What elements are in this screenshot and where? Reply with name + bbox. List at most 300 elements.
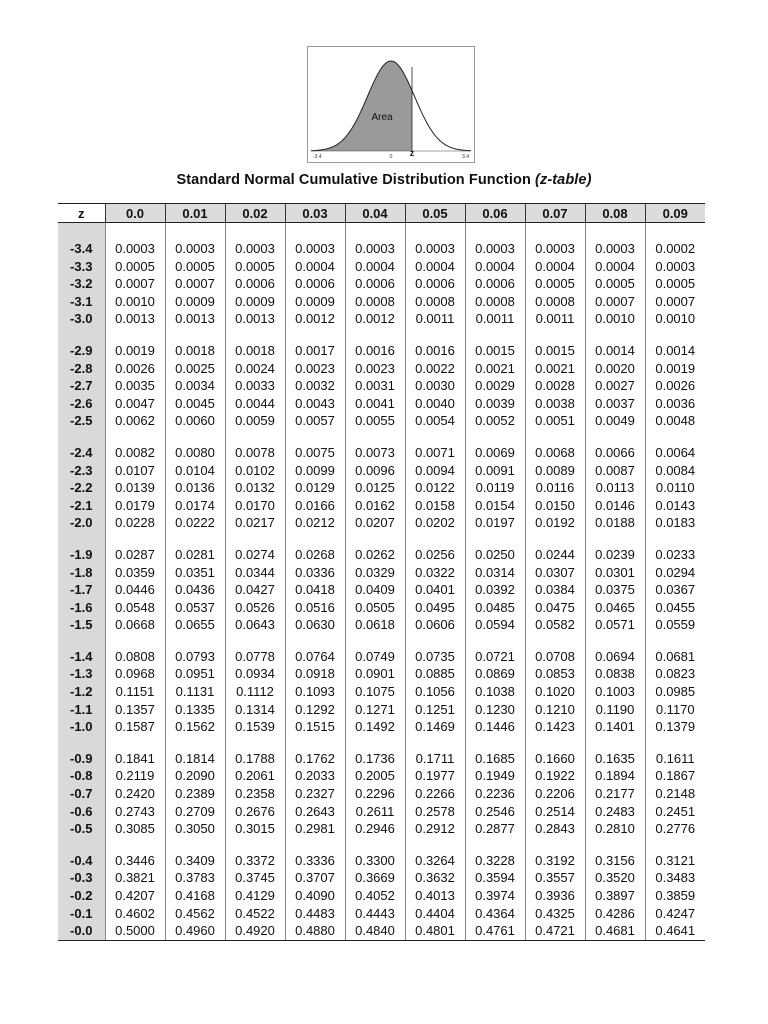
probability-cell: 0.2776 — [645, 820, 705, 838]
spacer-cell — [345, 736, 405, 750]
spacer-cell — [645, 736, 705, 750]
probability-cell: 0.0113 — [585, 479, 645, 497]
probability-cell: 0.0043 — [285, 395, 345, 413]
spacer-cell — [105, 736, 165, 750]
probability-cell: 0.0003 — [465, 240, 525, 258]
probability-cell: 0.1660 — [525, 750, 585, 768]
spacer-cell — [165, 532, 225, 546]
probability-cell: 0.2546 — [465, 803, 525, 821]
probability-cell: 0.2877 — [465, 820, 525, 838]
probability-cell: 0.1446 — [465, 718, 525, 736]
probability-cell: 0.0059 — [225, 412, 285, 430]
probability-cell: 0.0003 — [285, 240, 345, 258]
z-column-header: z — [58, 204, 105, 223]
probability-cell: 0.0735 — [405, 648, 465, 666]
spacer-cell — [105, 328, 165, 342]
probability-cell: 0.0008 — [525, 293, 585, 311]
probability-cell: 0.1894 — [585, 767, 645, 785]
probability-cell: 0.3783 — [165, 869, 225, 887]
probability-cell: 0.0268 — [285, 546, 345, 564]
probability-cell: 0.3897 — [585, 887, 645, 905]
probability-cell: 0.0359 — [105, 564, 165, 582]
spacer-cell — [405, 223, 465, 241]
probability-cell: 0.1131 — [165, 683, 225, 701]
probability-cell: 0.3409 — [165, 852, 225, 870]
group-spacer — [58, 223, 705, 241]
probability-cell: 0.0119 — [465, 479, 525, 497]
table-row — [58, 377, 705, 395]
spacer-cell — [105, 223, 165, 241]
probability-cell: 0.0170 — [225, 497, 285, 515]
probability-cell: 0.1423 — [525, 718, 585, 736]
z-value-cell: -2.6 — [58, 395, 105, 413]
probability-cell: 0.0087 — [585, 462, 645, 480]
probability-cell: 0.0006 — [345, 275, 405, 293]
table-row — [58, 258, 705, 276]
z-value-cell: -0.3 — [58, 869, 105, 887]
spacer-cell — [285, 532, 345, 546]
probability-cell: 0.0030 — [405, 377, 465, 395]
probability-cell: 0.0418 — [285, 581, 345, 599]
probability-cell: 0.0162 — [345, 497, 405, 515]
probability-cell: 0.0606 — [405, 616, 465, 634]
probability-cell: 0.0307 — [525, 564, 585, 582]
table-row — [58, 240, 705, 258]
probability-cell: 0.3974 — [465, 887, 525, 905]
probability-cell: 0.4880 — [285, 922, 345, 940]
table-row — [58, 275, 705, 293]
probability-cell: 0.3707 — [285, 869, 345, 887]
probability-cell: 0.0222 — [165, 514, 225, 532]
probability-cell: 0.0018 — [225, 342, 285, 360]
probability-cell: 0.2981 — [285, 820, 345, 838]
spacer-cell — [465, 634, 525, 648]
probability-cell: 0.0505 — [345, 599, 405, 617]
probability-cell: 0.0052 — [465, 412, 525, 430]
probability-cell: 0.2389 — [165, 785, 225, 803]
z-value-cell: -0.1 — [58, 905, 105, 923]
probability-cell: 0.0055 — [345, 412, 405, 430]
probability-cell: 0.0179 — [105, 497, 165, 515]
column-header: 0.06 — [465, 204, 525, 223]
probability-cell: 0.0244 — [525, 546, 585, 564]
probability-cell: 0.0934 — [225, 665, 285, 683]
probability-cell: 0.1685 — [465, 750, 525, 768]
spacer-cell — [285, 430, 345, 444]
probability-cell: 0.1335 — [165, 701, 225, 719]
probability-cell: 0.0475 — [525, 599, 585, 617]
probability-cell: 0.0139 — [105, 479, 165, 497]
probability-cell: 0.4483 — [285, 905, 345, 923]
probability-cell: 0.1949 — [465, 767, 525, 785]
probability-cell: 0.0005 — [645, 275, 705, 293]
probability-cell: 0.2709 — [165, 803, 225, 821]
probability-cell: 0.0643 — [225, 616, 285, 634]
probability-cell: 0.0668 — [105, 616, 165, 634]
z-value-cell: -3.2 — [58, 275, 105, 293]
probability-cell: 0.0008 — [465, 293, 525, 311]
probability-cell: 0.2946 — [345, 820, 405, 838]
spacer-cell — [165, 328, 225, 342]
probability-cell: 0.1230 — [465, 701, 525, 719]
probability-cell: 0.0028 — [525, 377, 585, 395]
probability-cell: 0.0823 — [645, 665, 705, 683]
group-spacer — [58, 532, 705, 546]
table-row — [58, 514, 705, 532]
spacer-cell — [165, 223, 225, 241]
probability-cell: 0.0040 — [405, 395, 465, 413]
probability-cell: 0.0008 — [405, 293, 465, 311]
probability-cell: 0.0015 — [525, 342, 585, 360]
probability-cell: 0.4641 — [645, 922, 705, 940]
group-spacer — [58, 430, 705, 444]
column-header: 0.04 — [345, 204, 405, 223]
spacer-cell — [645, 532, 705, 546]
spacer-cell — [465, 532, 525, 546]
probability-cell: 0.1736 — [345, 750, 405, 768]
spacer-cell — [345, 634, 405, 648]
probability-cell: 0.4325 — [525, 905, 585, 923]
probability-cell: 0.0392 — [465, 581, 525, 599]
probability-cell: 0.4286 — [585, 905, 645, 923]
probability-cell: 0.0014 — [585, 342, 645, 360]
probability-cell: 0.0008 — [345, 293, 405, 311]
z-value-cell: -2.1 — [58, 497, 105, 515]
column-header: 0.0 — [105, 204, 165, 223]
probability-cell: 0.0287 — [105, 546, 165, 564]
probability-cell: 0.0314 — [465, 564, 525, 582]
probability-cell: 0.0024 — [225, 360, 285, 378]
probability-cell: 0.0029 — [465, 377, 525, 395]
table-row — [58, 395, 705, 413]
spacer-cell — [58, 634, 105, 648]
probability-cell: 0.0045 — [165, 395, 225, 413]
column-header: 0.07 — [525, 204, 585, 223]
probability-cell: 0.0073 — [345, 444, 405, 462]
table-row — [58, 922, 705, 940]
spacer-cell — [465, 838, 525, 852]
probability-cell: 0.1003 — [585, 683, 645, 701]
probability-cell: 0.0044 — [225, 395, 285, 413]
probability-cell: 0.0004 — [465, 258, 525, 276]
probability-cell: 0.0010 — [585, 310, 645, 328]
probability-cell: 0.0069 — [465, 444, 525, 462]
spacer-cell — [585, 532, 645, 546]
probability-cell: 0.2420 — [105, 785, 165, 803]
spacer-cell — [285, 838, 345, 852]
probability-cell: 0.1210 — [525, 701, 585, 719]
probability-cell: 0.0004 — [405, 258, 465, 276]
probability-cell: 0.0047 — [105, 395, 165, 413]
probability-cell: 0.0446 — [105, 581, 165, 599]
probability-cell: 0.0021 — [465, 360, 525, 378]
spacer-cell — [465, 223, 525, 241]
probability-cell: 0.0018 — [165, 342, 225, 360]
probability-cell: 0.3336 — [285, 852, 345, 870]
probability-cell: 0.0401 — [405, 581, 465, 599]
probability-cell: 0.3821 — [105, 869, 165, 887]
spacer-cell — [345, 223, 405, 241]
probability-cell: 0.0853 — [525, 665, 585, 683]
probability-cell: 0.0021 — [525, 360, 585, 378]
probability-cell: 0.4052 — [345, 887, 405, 905]
probability-cell: 0.0262 — [345, 546, 405, 564]
probability-cell: 0.0154 — [465, 497, 525, 515]
probability-cell: 0.0465 — [585, 599, 645, 617]
probability-cell: 0.4840 — [345, 922, 405, 940]
probability-cell: 0.1977 — [405, 767, 465, 785]
probability-cell: 0.1112 — [225, 683, 285, 701]
spacer-cell — [405, 736, 465, 750]
probability-cell: 0.0006 — [465, 275, 525, 293]
z-value-cell: -1.2 — [58, 683, 105, 701]
table-row — [58, 701, 705, 719]
probability-cell: 0.0041 — [345, 395, 405, 413]
probability-cell: 0.3192 — [525, 852, 585, 870]
spacer-cell — [105, 838, 165, 852]
probability-cell: 0.0007 — [105, 275, 165, 293]
probability-cell: 0.0060 — [165, 412, 225, 430]
z-value-cell: -2.9 — [58, 342, 105, 360]
probability-cell: 0.2206 — [525, 785, 585, 803]
probability-cell: 0.0250 — [465, 546, 525, 564]
probability-cell: 0.0516 — [285, 599, 345, 617]
z-table — [58, 203, 705, 941]
probability-cell: 0.0721 — [465, 648, 525, 666]
column-header: 0.02 — [225, 204, 285, 223]
area-label: Area — [371, 112, 393, 123]
probability-cell: 0.3520 — [585, 869, 645, 887]
z-value-cell: -1.7 — [58, 581, 105, 599]
probability-cell: 0.0793 — [165, 648, 225, 666]
probability-cell: 0.0005 — [525, 275, 585, 293]
table-row — [58, 648, 705, 666]
spacer-cell — [585, 223, 645, 241]
probability-cell: 0.4443 — [345, 905, 405, 923]
spacer-cell — [165, 838, 225, 852]
probability-cell: 0.0004 — [585, 258, 645, 276]
probability-cell: 0.4960 — [165, 922, 225, 940]
z-value-cell: -3.1 — [58, 293, 105, 311]
probability-cell: 0.2514 — [525, 803, 585, 821]
spacer-cell — [585, 838, 645, 852]
probability-cell: 0.0455 — [645, 599, 705, 617]
probability-cell: 0.5000 — [105, 922, 165, 940]
probability-cell: 0.0005 — [585, 275, 645, 293]
probability-cell: 0.0066 — [585, 444, 645, 462]
probability-cell: 0.4721 — [525, 922, 585, 940]
probability-cell: 0.0037 — [585, 395, 645, 413]
probability-cell: 0.3300 — [345, 852, 405, 870]
probability-cell: 0.0166 — [285, 497, 345, 515]
probability-cell: 0.4801 — [405, 922, 465, 940]
probability-cell: 0.2061 — [225, 767, 285, 785]
spacer-cell — [525, 838, 585, 852]
spacer-cell — [285, 736, 345, 750]
probability-cell: 0.0010 — [105, 293, 165, 311]
probability-cell: 0.0062 — [105, 412, 165, 430]
probability-cell: 0.0409 — [345, 581, 405, 599]
probability-cell: 0.0183 — [645, 514, 705, 532]
z-value-cell: -2.8 — [58, 360, 105, 378]
probability-cell: 0.0051 — [525, 412, 585, 430]
probability-cell: 0.0011 — [525, 310, 585, 328]
probability-cell: 0.0039 — [465, 395, 525, 413]
probability-cell: 0.0158 — [405, 497, 465, 515]
spacer-cell — [58, 532, 105, 546]
normal-curve-graphic — [308, 47, 474, 162]
probability-cell: 0.0003 — [105, 240, 165, 258]
probability-cell: 0.1292 — [285, 701, 345, 719]
table-row — [58, 479, 705, 497]
probability-cell: 0.1515 — [285, 718, 345, 736]
spacer-cell — [345, 532, 405, 546]
probability-cell: 0.0301 — [585, 564, 645, 582]
probability-cell: 0.3228 — [465, 852, 525, 870]
probability-cell: 0.0202 — [405, 514, 465, 532]
probability-cell: 0.1379 — [645, 718, 705, 736]
probability-cell: 0.0003 — [525, 240, 585, 258]
probability-cell: 0.0003 — [345, 240, 405, 258]
z-value-cell: -2.3 — [58, 462, 105, 480]
probability-cell: 0.0594 — [465, 616, 525, 634]
probability-cell: 0.0708 — [525, 648, 585, 666]
probability-cell: 0.4920 — [225, 922, 285, 940]
column-header: 0.08 — [585, 204, 645, 223]
probability-cell: 0.3015 — [225, 820, 285, 838]
probability-cell: 0.0618 — [345, 616, 405, 634]
probability-cell: 0.4761 — [465, 922, 525, 940]
probability-cell: 0.4681 — [585, 922, 645, 940]
probability-cell: 0.0122 — [405, 479, 465, 497]
z-value-cell: -2.7 — [58, 377, 105, 395]
probability-cell: 0.0057 — [285, 412, 345, 430]
probability-cell: 0.2578 — [405, 803, 465, 821]
spacer-cell — [345, 838, 405, 852]
table-row — [58, 581, 705, 599]
probability-cell: 0.1635 — [585, 750, 645, 768]
column-header: 0.05 — [405, 204, 465, 223]
probability-cell: 0.1075 — [345, 683, 405, 701]
spacer-cell — [585, 736, 645, 750]
probability-cell: 0.3050 — [165, 820, 225, 838]
spacer-cell — [345, 328, 405, 342]
probability-cell: 0.0256 — [405, 546, 465, 564]
probability-cell: 0.1922 — [525, 767, 585, 785]
probability-cell: 0.0885 — [405, 665, 465, 683]
probability-cell: 0.0023 — [285, 360, 345, 378]
z-value-cell: -1.5 — [58, 616, 105, 634]
table-row — [58, 360, 705, 378]
spacer-cell — [465, 736, 525, 750]
z-value-cell: -3.4 — [58, 240, 105, 258]
probability-cell: 0.0026 — [105, 360, 165, 378]
probability-cell: 0.0075 — [285, 444, 345, 462]
probability-cell: 0.0764 — [285, 648, 345, 666]
probability-cell: 0.0192 — [525, 514, 585, 532]
probability-cell: 0.0010 — [645, 310, 705, 328]
spacer-cell — [525, 328, 585, 342]
probability-cell: 0.0003 — [165, 240, 225, 258]
probability-cell: 0.0038 — [525, 395, 585, 413]
spacer-cell — [645, 223, 705, 241]
probability-cell: 0.0034 — [165, 377, 225, 395]
spacer-cell — [585, 328, 645, 342]
table-row — [58, 750, 705, 768]
probability-cell: 0.3483 — [645, 869, 705, 887]
table-row — [58, 342, 705, 360]
probability-cell: 0.0022 — [405, 360, 465, 378]
spacer-cell — [405, 634, 465, 648]
probability-cell: 0.3264 — [405, 852, 465, 870]
probability-cell: 0.0009 — [285, 293, 345, 311]
probability-cell: 0.1539 — [225, 718, 285, 736]
probability-cell: 0.2912 — [405, 820, 465, 838]
z-value-cell: -0.7 — [58, 785, 105, 803]
probability-cell: 0.4522 — [225, 905, 285, 923]
probability-cell: 0.1271 — [345, 701, 405, 719]
probability-cell: 0.0344 — [225, 564, 285, 582]
probability-cell: 0.0322 — [405, 564, 465, 582]
probability-cell: 0.0125 — [345, 479, 405, 497]
probability-cell: 0.0019 — [105, 342, 165, 360]
spacer-cell — [525, 634, 585, 648]
probability-cell: 0.0026 — [645, 377, 705, 395]
spacer-cell — [465, 430, 525, 444]
probability-cell: 0.2451 — [645, 803, 705, 821]
spacer-cell — [105, 634, 165, 648]
probability-cell: 0.1056 — [405, 683, 465, 701]
probability-cell: 0.0007 — [645, 293, 705, 311]
probability-cell: 0.0091 — [465, 462, 525, 480]
spacer-cell — [165, 430, 225, 444]
probability-cell: 0.0918 — [285, 665, 345, 683]
z-value-cell: -0.9 — [58, 750, 105, 768]
z-value-cell: -2.5 — [58, 412, 105, 430]
probability-cell: 0.1711 — [405, 750, 465, 768]
probability-cell: 0.0351 — [165, 564, 225, 582]
probability-cell: 0.2236 — [465, 785, 525, 803]
probability-cell: 0.0015 — [465, 342, 525, 360]
probability-cell: 0.0013 — [165, 310, 225, 328]
probability-cell: 0.0033 — [225, 377, 285, 395]
probability-cell: 0.3632 — [405, 869, 465, 887]
z-value-cell: -1.4 — [58, 648, 105, 666]
probability-cell: 0.0016 — [345, 342, 405, 360]
probability-cell: 0.0985 — [645, 683, 705, 701]
probability-cell: 0.0006 — [225, 275, 285, 293]
table-row — [58, 718, 705, 736]
title-italic: (z-table) — [535, 172, 592, 188]
probability-cell: 0.0007 — [165, 275, 225, 293]
probability-cell: 0.0749 — [345, 648, 405, 666]
spacer-cell — [525, 532, 585, 546]
probability-cell: 0.0143 — [645, 497, 705, 515]
header-row — [58, 204, 705, 223]
probability-cell: 0.0084 — [645, 462, 705, 480]
z-value-cell: -1.9 — [58, 546, 105, 564]
probability-cell: 0.0212 — [285, 514, 345, 532]
probability-cell: 0.0023 — [345, 360, 405, 378]
probability-cell: 0.1841 — [105, 750, 165, 768]
probability-cell: 0.4207 — [105, 887, 165, 905]
probability-cell: 0.1314 — [225, 701, 285, 719]
spacer-cell — [58, 838, 105, 852]
probability-cell: 0.0025 — [165, 360, 225, 378]
spacer-cell — [585, 634, 645, 648]
probability-cell: 0.3156 — [585, 852, 645, 870]
table-row — [58, 412, 705, 430]
